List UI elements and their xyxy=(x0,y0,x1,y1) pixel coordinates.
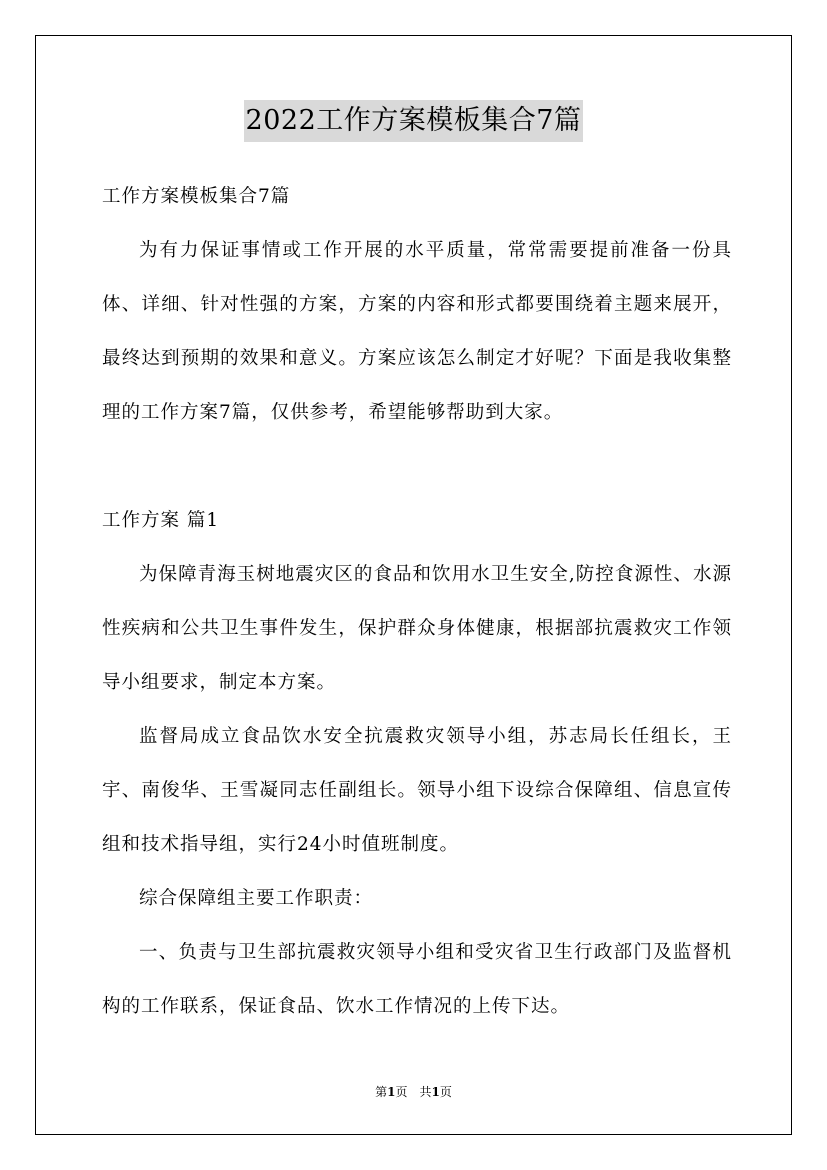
body-paragraph: 为保障青海玉树地震灾区的食品和饮用水卫生安全,防控食源性、水源性疾病和公共卫生事件发生，保护群众身体健康，根据部抗震救灾工作领导小组要求，制定本方案。 xyxy=(102,564,732,693)
section-heading: 工作方案 篇1 xyxy=(102,510,220,531)
page-label-mid: 页 共 xyxy=(395,1085,432,1099)
section-spacer xyxy=(102,440,732,494)
body-paragraph: 一、负责与卫生部抗震救灾领导小组和受灾省卫生行政部门及监督机构的工作联系，保证食品、饮水工作情况的上传下达。 xyxy=(102,942,732,1017)
page-label-prefix: 第 xyxy=(375,1085,388,1099)
document-body xyxy=(102,170,732,1034)
intro-paragraph: 为有力保证事情或工作开展的水平质量，常常需要提前准备一份具体、详细、针对性强的方案，方案的内容和形式都要围绕着主题来展开，最终达到预期的效果和意义。方案应该怎么制定才好呢？下面是我收集整理的工作方案7篇，仅供参考，希望能够帮助到大家。 xyxy=(102,240,732,423)
title-container xyxy=(0,100,827,142)
document-title: 2022工作方案模板集合7篇 xyxy=(244,100,584,142)
document-subtitle: 工作方案模板集合7篇 xyxy=(102,186,291,207)
page-footer xyxy=(0,1083,827,1100)
page-number: 1 xyxy=(387,1085,396,1099)
body-paragraph: 综合保障组主要工作职责： xyxy=(139,888,374,909)
page-label-suffix: 页 xyxy=(439,1085,452,1099)
page-total: 1 xyxy=(431,1085,440,1099)
body-paragraph: 监督局成立食品饮水安全抗震救灾领导小组，苏志局长任组长，王宇、南俊华、王雪凝同志任副组长。领导小组下设综合保障组、信息宣传组和技术指导组，实行24小时值班制度。 xyxy=(102,726,732,855)
